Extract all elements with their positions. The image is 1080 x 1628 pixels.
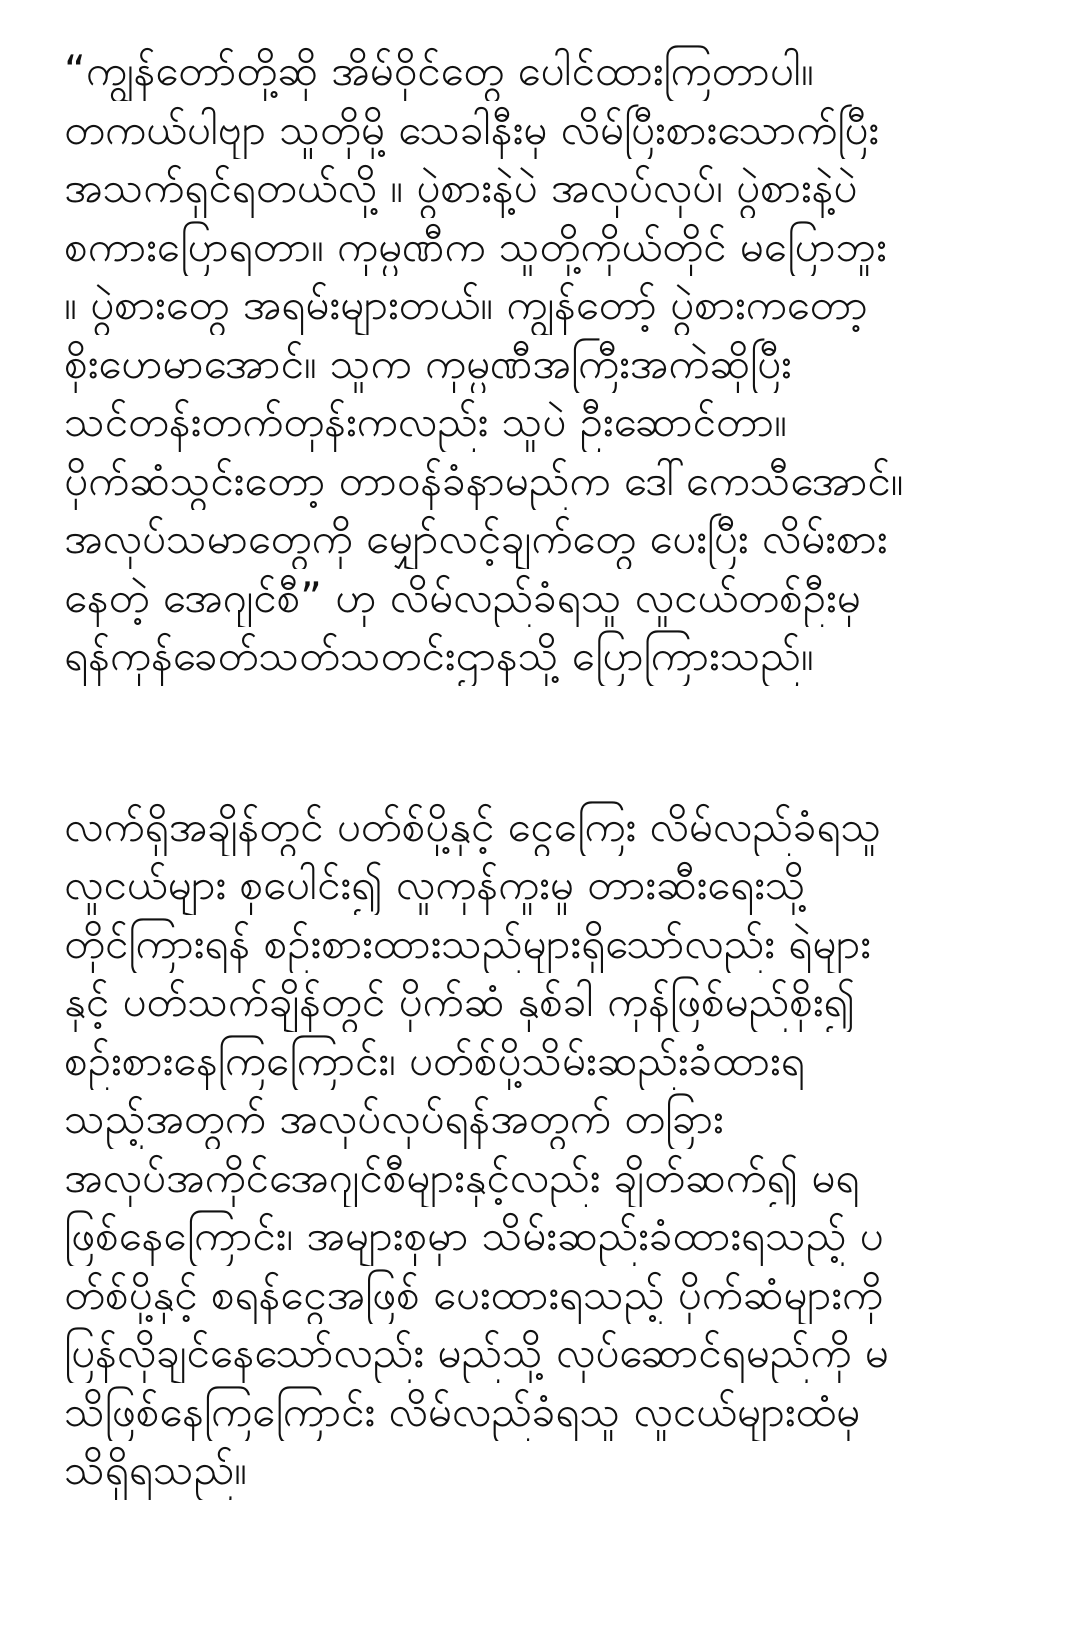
paragraph-spacer — [64, 686, 1016, 798]
text-line: စိုးဟေမာအောင်။ သူက ကုမ္ပဏီအကြီးအကဲဆိုပြီး — [64, 338, 792, 388]
text-line: တကယ်ပါဗျာ သူတိုမို့ သေခါနီးမှ လိမ်ပြီးစားသောက်ပြီး — [64, 104, 879, 154]
text-line: နေတဲ့ အေဂျင်စီ” ဟု လိမ်လည်ခံရသူ လူငယ်တစ်ဦးမှ — [64, 572, 861, 622]
report-paragraph — [64, 798, 1016, 1500]
text-line: ။ ပွဲစားတွေ အရမ်းများတယ်။ ကျွန်တော့် ပွဲစားကတော့ — [64, 280, 868, 329]
text-line: စကားပြောရတာ။ ကုမ္ပဏီက သူတို့ကိုယ်တိုင် မပြောဘူး — [64, 221, 887, 271]
text-line: အလုပ်သမာတွေကို မျှော်လင့်ချက်တွေ ပေးပြီး လိမ်းစား — [64, 514, 888, 563]
text-line: ပိုက်ဆံသွင်းတော့ တာဝန်ခံနာမည်က ဒေါ်ကေသီအောင်။ — [64, 455, 904, 505]
text-line: စဉ်းစားနေကြကြောင်း၊ ပတ်စ်ပို့သိမ်းဆည်းခံထားရ — [64, 1035, 805, 1085]
text-line: ပြန်လိုချင်နေသော်လည်း မည်သို့ လုပ်ဆောင်ရမည်ကို မ — [64, 1328, 889, 1377]
text-line: လက်ရှိအချိန်တွင် ပတ်စ်ပို့နှင့် ငွေကြေး လိမ်လည်ခံရသူ — [64, 801, 882, 851]
text-line: အသက်ရှင်ရတယ်လို့ ။ ပွဲစားနဲ့ပဲ အလုပ်လုပ်၊ ပွဲစားနဲ့ပဲ — [64, 163, 858, 212]
text-line: ရန်ကုန်ခေတ်သတ်သတင်းဌာနသို့ ပြောကြားသည်။ — [64, 631, 814, 680]
text-line: သင်တန်းတက်တုန်းကလည်း သူပဲ ဦးဆောင်တာ။ — [64, 397, 787, 446]
text-line: နှင့် ပတ်သက်ချိန်တွင် ပိုက်ဆံ နှစ်ခါ ကုန်ဖြစ်မည်စိုး၍ — [64, 977, 855, 1026]
text-line: အလုပ်အကိုင်အေဂျင်စီများနှင့်လည်း ချိတ်ဆက်၍ မရ — [64, 1152, 860, 1202]
text-line: သိဖြစ်နေကြကြောင်း လိမ်လည်ခံရသူ လူငယ်များထံမှ — [64, 1386, 860, 1436]
text-line: “ကျွန်တော်တို့ဆို အိမ်ဝိုင်တွေ ပေါင်ထားကြတာပါ။ — [64, 46, 814, 95]
text-line: ဖြစ်နေကြောင်း၊ အများစုမှာ သိမ်းဆည်းခံထားရသည့် ပ — [64, 1211, 884, 1260]
text-line: သည့်အတွက် အလုပ်လုပ်ရန်အတွက် တခြား — [64, 1094, 724, 1143]
text-line: တိုင်ကြားရန် စဉ်းစားထားသည်များရှိသော်လည်း ရဲများ — [64, 918, 871, 968]
text-line: တ်စ်ပို့နှင့် စရန်ငွေအဖြစ် ပေးထားရသည့် ပိုက်ဆံများကို — [64, 1269, 883, 1319]
text-line: သိရှိရသည်။ — [64, 1445, 247, 1494]
quote-paragraph — [64, 42, 1016, 686]
text-line: လူငယ်များ စုပေါင်း၍ လူကုန်ကူးမှု တားဆီးရေးသို့ — [64, 860, 806, 909]
